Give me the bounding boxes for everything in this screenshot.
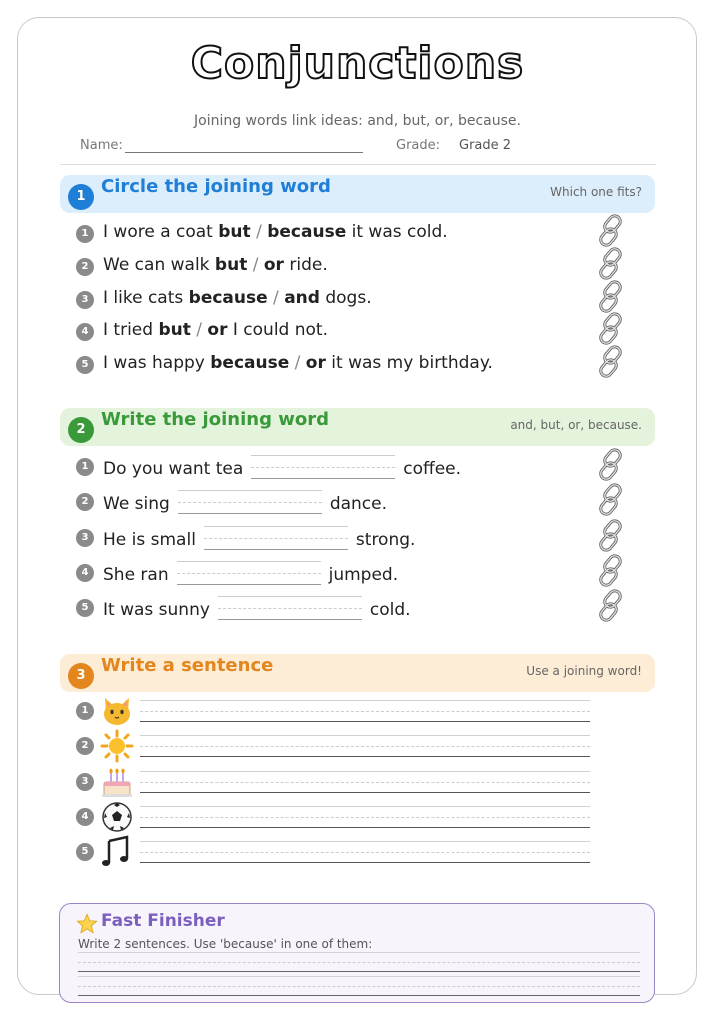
option-word[interactable]: but [218,222,251,242]
item-sentence: It was sunny cold. [103,596,411,620]
page-title: Conjunctions [190,38,525,89]
chain-link-icon [596,247,626,281]
item-sentence: I wore a coat but / because it was cold. [103,222,448,242]
item-number: 5 [76,356,94,374]
item-number: 1 [76,225,94,243]
option-word[interactable]: and [284,288,320,308]
option-word[interactable]: or [305,353,326,373]
fast-finisher-instruction: Write 2 sentences. Use 'because' in one of them: [78,937,373,951]
answer-blank[interactable] [204,526,348,550]
section-hint: Which one fits? [550,185,642,199]
option-word[interactable]: or [263,255,284,275]
item-sentence: I was happy because / or it was my birthday. [103,353,493,373]
writing-line[interactable] [140,841,590,863]
section-1-header [60,175,655,213]
writing-line[interactable] [78,952,640,972]
item-number: 3 [76,773,94,791]
section-hint: and, but, or, because. [510,418,642,432]
name-label: Name: [80,138,123,153]
item-sentence: Do you want tea coffee. [103,455,461,479]
fast-finisher-box [59,903,655,1003]
item-number: 4 [76,323,94,341]
option-word[interactable]: or [207,320,228,340]
item-number: 3 [76,291,94,309]
item-number: 4 [76,808,94,826]
chain-link-icon [596,589,626,623]
section-title: Write the joining word [101,409,329,430]
chain-link-icon [596,519,626,553]
writing-line[interactable] [140,735,590,757]
section-number: 3 [68,663,94,689]
chain-link-icon [596,345,626,379]
grade-value: Grade 2 [459,138,512,153]
answer-blank[interactable] [177,561,321,585]
item-sentence: We can walk but / or ride. [103,255,328,275]
item-number: 1 [76,458,94,476]
item-sentence: We sing dance. [103,490,387,514]
header-divider [60,164,656,165]
chain-link-icon [596,214,626,248]
item-number: 2 [76,258,94,276]
item-number: 2 [76,493,94,511]
chain-link-icon [596,483,626,517]
sun-icon [100,729,134,763]
birthday-cake-icon [100,765,134,799]
chain-link-icon [596,312,626,346]
option-word[interactable]: because [267,222,347,242]
item-sentence: He is small strong. [103,526,415,550]
option-word[interactable]: because [210,353,290,373]
writing-line[interactable] [140,700,590,722]
star-icon [76,913,98,935]
section-number: 2 [68,417,94,443]
section-3-header [60,654,655,692]
item-sentence: She ran jumped. [103,561,398,585]
section-title: Write a sentence [101,655,274,676]
writing-line[interactable] [140,771,590,793]
writing-line[interactable] [140,806,590,828]
grade-label: Grade: [396,138,441,153]
chain-link-icon [596,280,626,314]
option-word[interactable]: but [158,320,191,340]
item-number: 4 [76,564,94,582]
section-hint: Use a joining word! [526,664,642,678]
name-field[interactable] [125,152,363,153]
answer-blank[interactable] [178,490,322,514]
soccer-ball-icon [100,800,134,834]
item-number: 5 [76,843,94,861]
item-number: 2 [76,737,94,755]
music-notes-icon [100,835,134,869]
section-title: Circle the joining word [101,176,331,197]
section-2-header [60,408,655,446]
writing-line[interactable] [78,976,640,996]
item-sentence: I tried but / or I could not. [103,320,328,340]
option-word[interactable]: but [214,255,248,275]
item-sentence: I like cats because / and dogs. [103,288,372,308]
item-number: 3 [76,529,94,547]
option-word[interactable]: because [188,288,268,308]
answer-blank[interactable] [218,596,362,620]
fast-finisher-title: Fast Finisher [101,911,225,931]
section-number: 1 [68,184,94,210]
item-number: 1 [76,702,94,720]
item-number: 5 [76,599,94,617]
chain-link-icon [596,554,626,588]
chain-link-icon [596,448,626,482]
cat-face-icon [100,694,134,728]
page-subtitle: Joining words link ideas: and, but, or, because. [194,113,521,129]
answer-blank[interactable] [251,455,395,479]
